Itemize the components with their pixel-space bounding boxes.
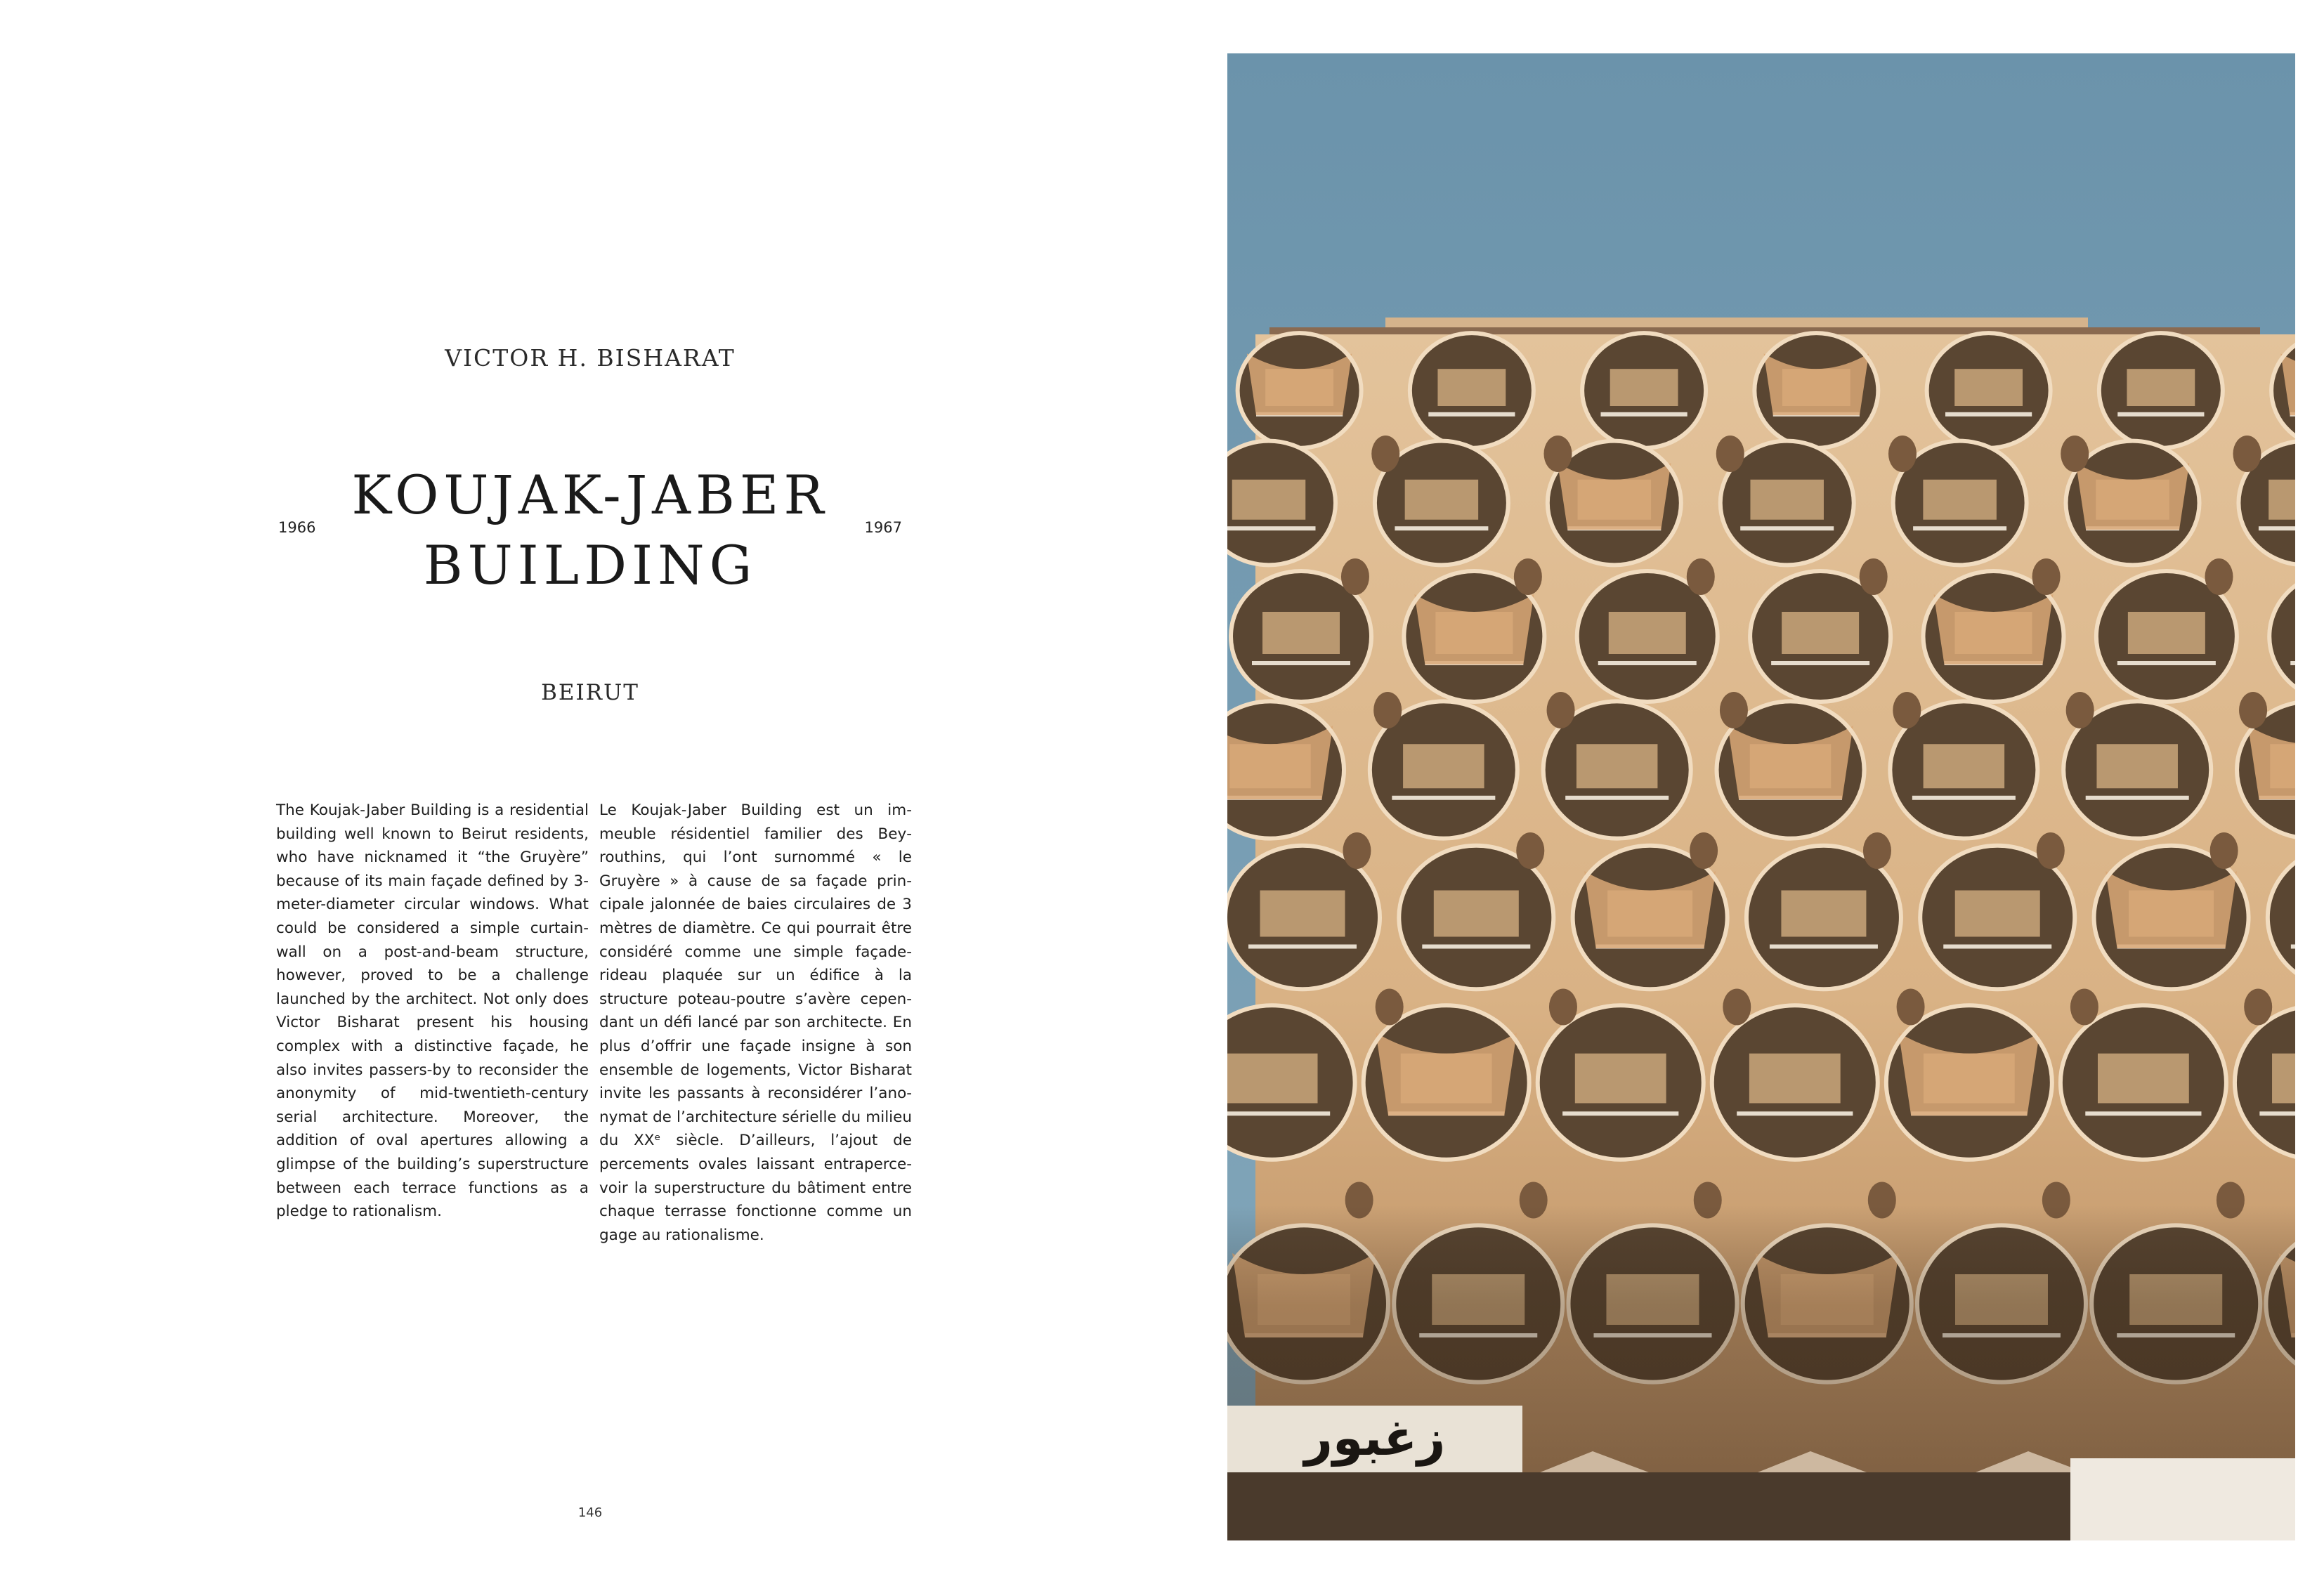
window-frame: [1954, 369, 2023, 406]
balcony-rail: [2085, 1111, 2201, 1115]
window-frame: [1262, 612, 1340, 654]
balcony-rail: [1248, 945, 1357, 949]
balcony-rail: [2259, 526, 2295, 530]
building-title: [351, 460, 829, 601]
window-frame: [1260, 891, 1345, 937]
window-frame: [2127, 369, 2195, 406]
window-frame: [1609, 612, 1686, 654]
year-start: 1966: [278, 519, 316, 536]
oval-aperture: [1888, 436, 1917, 472]
window-frame: [1955, 891, 2040, 937]
balcony-rail: [1770, 945, 1878, 949]
balcony-rail: [1428, 412, 1515, 417]
oval-aperture: [1543, 436, 1572, 472]
storefront-right: [2070, 1458, 2295, 1540]
balcony-rail: [1227, 1111, 1330, 1115]
oval-aperture: [2244, 989, 2272, 1026]
balcony-rail: [1771, 661, 1869, 665]
architect-name: VICTOR H. BISHARAT: [445, 344, 736, 372]
balcony-rail: [1422, 945, 1530, 949]
title-line-2: BUILDING: [423, 534, 757, 596]
oval-aperture: [2233, 436, 2261, 472]
oval-aperture: [1723, 989, 1751, 1026]
oval-aperture: [2061, 436, 2089, 472]
oval-aperture: [1720, 692, 1748, 728]
oval-aperture: [1547, 692, 1575, 728]
window-frame: [1781, 891, 1866, 937]
balcony-rail: [1395, 526, 1488, 530]
balcony-rail: [1392, 796, 1495, 800]
balcony-rail: [1945, 412, 2032, 417]
balcony-rail: [1598, 661, 1697, 665]
balcony-rail: [1227, 526, 1316, 530]
window-frame: [2268, 480, 2295, 520]
balcony-rail: [1913, 526, 2006, 530]
balcony-rail: [1737, 1111, 1853, 1115]
oval-aperture: [1373, 692, 1402, 728]
balcony-rail: [1601, 412, 1687, 417]
window-frame: [1610, 369, 1678, 406]
balcony-rail: [1565, 796, 1669, 800]
title-block: [267, 460, 913, 601]
oval-aperture: [1690, 832, 1718, 869]
window-frame: [1749, 1054, 1841, 1104]
window-frame: [1924, 744, 2005, 788]
title-line-1: KOUJAK-JABER: [351, 464, 829, 526]
window-frame: [2128, 612, 2205, 654]
window-frame: [2272, 1054, 2295, 1104]
balcony-rail: [2086, 796, 2189, 800]
oval-aperture: [1716, 436, 1744, 472]
french-text-column: Le Koujak-Jaber Building est un immeuble résidentiel familier des Beyrouthins, qui l’ont surnommé « le Gruyère » à cause de sa façade principale jalonnée de baies circulaires de 3 mètres de diamètre. Ce qui pourrait être considéré comme une simple façade-rideau plaquée sur un édifice à la structure poteau-poutre s’avère cependant un défi lancé par son architecte. En plus d’offrir une façade insigne à son ensemble de logements, Victor Bisharat invite les passants à reconsidérer l’anonymat de l’architecture sérielle du milieu du XXᵉ siècle. D’ailleurs, l’ajout de percements ovales laissant entrapercevoir la superstructure du bâtiment entre chaque terrasse fonctionne comme un gage au rationalisme.: [599, 801, 912, 1244]
balcony-rail: [2117, 661, 2216, 665]
oval-aperture: [1893, 692, 1921, 728]
oval-aperture: [1687, 558, 1715, 595]
window-frame: [1575, 1054, 1666, 1104]
oval-aperture: [2066, 692, 2094, 728]
oval-aperture: [1343, 832, 1371, 869]
oval-aperture: [1516, 832, 1544, 869]
oval-aperture: [1371, 436, 1399, 472]
window-frame: [2098, 1054, 2189, 1104]
window-frame: [1232, 480, 1306, 520]
oval-aperture: [1514, 558, 1542, 595]
balcony-rail: [1252, 661, 1350, 665]
balcony-rail: [1740, 526, 1834, 530]
page-number: 146: [577, 1505, 603, 1520]
balcony-rail: [2290, 661, 2295, 665]
oval-aperture: [2070, 989, 2098, 1026]
oval-aperture: [2205, 558, 2233, 595]
window-frame: [1227, 1054, 1318, 1104]
english-text-column: The Koujak-Jaber Building is a residential building well known to Beirut residents, who have nicknamed it “the Gruyère” because of its main façade defined by 3-meter-diameter circular windows. What could be considered a simple curtain-wall on a post-and-beam structure, however, proved to be a challenge launched by the architect. Not only does Victor Bisharat present his housing complex with a distinctive façade, he also invites passers-by to reconsider the anonymity of mid-twentieth-century serial architecture. Moreover, the addition of oval apertures allowing a glimpse of the building’s superstructure between each terrace functions as a pledge to rationalism.: [276, 801, 589, 1221]
balcony-rail: [1943, 945, 2051, 949]
shop-sign-text: زغبور: [1304, 1409, 1446, 1467]
building-photo: [1227, 53, 2295, 1540]
balcony-rail: [2259, 1111, 2295, 1115]
oval-aperture: [1860, 558, 1888, 595]
window-frame: [1405, 480, 1479, 520]
oval-aperture: [1897, 989, 1925, 1026]
oval-aperture: [1863, 832, 1891, 869]
balcony-rail: [1562, 1111, 1678, 1115]
window-frame: [1576, 744, 1658, 788]
balcony-rail: [2291, 945, 2295, 949]
facade-illustration: [1227, 53, 2295, 1540]
oval-aperture: [2037, 832, 2065, 869]
oval-aperture: [2210, 832, 2238, 869]
window-frame: [1437, 369, 1506, 406]
oval-aperture: [1341, 558, 1369, 595]
balcony-rail: [1912, 796, 2016, 800]
year-end: 1967: [864, 519, 902, 536]
window-frame: [1750, 480, 1824, 520]
city-name: BEIRUT: [541, 680, 639, 705]
oval-aperture: [2239, 692, 2267, 728]
window-frame: [2096, 744, 2178, 788]
oval-aperture: [2032, 558, 2061, 595]
balcony-rail: [2117, 412, 2204, 417]
window-frame: [1782, 612, 1859, 654]
oval-aperture: [1376, 989, 1404, 1026]
window-frame: [1403, 744, 1484, 788]
oval-aperture: [1549, 989, 1577, 1026]
window-frame: [1434, 891, 1519, 937]
window-frame: [1923, 480, 1997, 520]
